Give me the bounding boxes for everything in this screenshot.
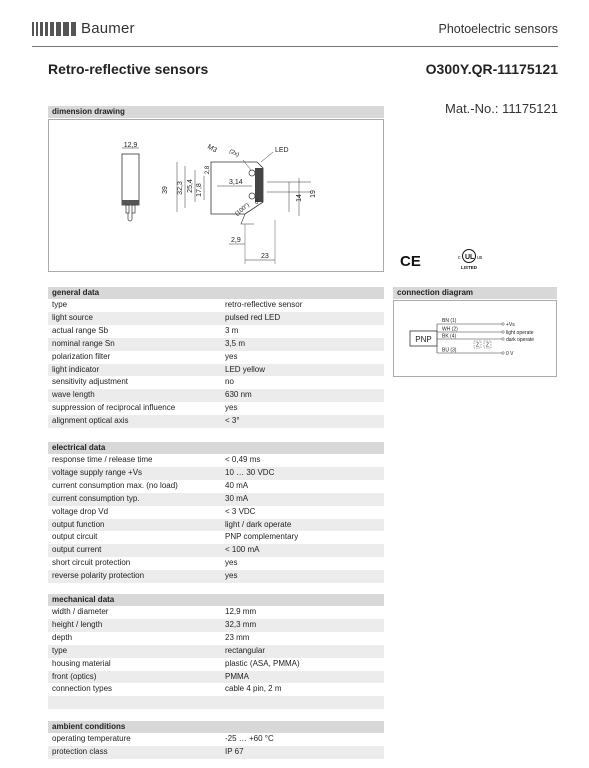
connection-diagram-svg bbox=[394, 301, 556, 376]
table-row: response time / release time < 0,49 ms bbox=[52, 455, 261, 464]
logo-bars-icon bbox=[32, 22, 76, 36]
front-view-body bbox=[122, 154, 139, 205]
table-row: voltage supply range +Vs 10 … 30 VDC bbox=[48, 467, 384, 480]
dimension-drawing bbox=[48, 119, 384, 272]
output-dark-operate: dark operate bbox=[506, 337, 535, 343]
front-view-base bbox=[122, 200, 139, 205]
output-light-operate: light operate bbox=[506, 330, 534, 336]
led-leader bbox=[261, 152, 273, 162]
mount-hole-bottom bbox=[249, 193, 255, 199]
width-dim-label: 12,9 bbox=[123, 142, 138, 149]
brand-logo bbox=[32, 20, 135, 37]
front-view-cable bbox=[128, 213, 132, 221]
thread-count-label: (2x) bbox=[228, 148, 241, 159]
table-row: reverse polarity protection yes bbox=[48, 570, 384, 583]
thread-label: M3 bbox=[206, 143, 218, 155]
table-row: alignment optical axis < 3° bbox=[48, 415, 384, 428]
table-row: housing material plastic (ASA, PMMA) bbox=[52, 658, 300, 668]
table-row: output function light / dark operate bbox=[48, 519, 384, 532]
general-data-table bbox=[48, 299, 384, 428]
side-dim-32-label: 32,3 bbox=[177, 181, 184, 195]
side-dim-3-14-label: 3,14 bbox=[229, 179, 243, 186]
brand-name: Baumer bbox=[81, 20, 135, 37]
table-row: wave length 630 nm bbox=[48, 389, 384, 402]
right-dim-19-label: 19 bbox=[310, 190, 317, 198]
table-row: depth 23 mm bbox=[52, 632, 250, 642]
angle-label: (100°) bbox=[234, 202, 251, 218]
table-row: actual range Sb 3 m bbox=[52, 325, 239, 335]
section-header-dimension-drawing: dimension drawing bbox=[48, 106, 384, 118]
section-header-electrical-data: electrical data bbox=[48, 442, 384, 454]
output-0v: 0 V bbox=[506, 351, 514, 357]
pnp-label: PNP bbox=[415, 335, 432, 344]
table-row: type retro-reflective sensor bbox=[52, 300, 303, 309]
table-row: suppression of reciprocal influence yes bbox=[52, 403, 238, 413]
front-view-foot-right bbox=[132, 205, 135, 213]
svg-text:LISTED: LISTED bbox=[460, 265, 478, 270]
title-row bbox=[48, 61, 558, 79]
table-row: sensitivity adjustment no bbox=[52, 377, 234, 387]
svg-text:Z: Z bbox=[485, 342, 490, 349]
table-row: type rectangular bbox=[48, 645, 384, 658]
table-row: short circuit protection yes bbox=[52, 558, 238, 568]
small-dim-label: 6 bbox=[255, 200, 259, 206]
section-header-mechanical-data: mechanical data bbox=[48, 594, 384, 606]
product-code: O300Y.QR-11175121 bbox=[425, 61, 558, 77]
material-number: Mat.-No.: 11175121 bbox=[445, 101, 558, 116]
table-row: nominal range Sn 3,5 m bbox=[48, 338, 384, 351]
table-row: light indicator LED yellow bbox=[48, 364, 384, 377]
mount-hole-top bbox=[249, 170, 255, 176]
table-row: current consumption max. (no load) 40 mA bbox=[52, 480, 249, 490]
table-row: light source pulsed red LED bbox=[48, 312, 384, 325]
front-view-foot-left bbox=[126, 205, 129, 213]
side-dim-2-8-label: 2,8 bbox=[205, 165, 211, 175]
page-header bbox=[0, 0, 589, 52]
table-row: output circuit PNP complementary bbox=[52, 532, 299, 542]
side-dim-39-label: 39 bbox=[162, 186, 169, 194]
section-header-general-data: general data bbox=[48, 287, 384, 299]
header-divider bbox=[32, 46, 558, 47]
table-row: connection types cable 4 pin, 2 m bbox=[52, 684, 282, 694]
table-row: width / diameter 12,9 mm bbox=[52, 607, 257, 616]
bottom-dim-2-9-label: 2,9 bbox=[231, 237, 241, 244]
section-header-connection-diagram: connection diagram bbox=[393, 287, 557, 299]
side-view-front-face bbox=[255, 168, 263, 202]
ul-listed-icon bbox=[455, 244, 495, 279]
table-row: height / length 32,3 mm bbox=[48, 619, 384, 632]
ce-mark-icon: CE bbox=[400, 253, 421, 270]
bottom-dim-23-label: 23 bbox=[261, 253, 269, 260]
wire-label-bu: BU (3) bbox=[442, 347, 457, 354]
table-row: polarization filter yes bbox=[52, 351, 238, 361]
mechanical-data-table bbox=[48, 606, 384, 709]
table-row: operating temperature -25 … +60 °C bbox=[52, 734, 274, 743]
table-row: voltage drop Vd < 3 VDC bbox=[52, 506, 256, 516]
side-dim-25-label: 25,4 bbox=[187, 179, 194, 193]
product-category: Photoelectric sensors bbox=[438, 22, 558, 36]
thread-leader bbox=[243, 160, 251, 170]
output-vs: +Vs bbox=[506, 322, 515, 328]
led-label: LED bbox=[275, 147, 289, 154]
connection-diagram bbox=[393, 300, 557, 377]
wire-label-wh: WH (2) bbox=[442, 326, 458, 333]
wire-label-bn: BN (1) bbox=[442, 318, 457, 324]
cable-outlet bbox=[241, 214, 254, 224]
svg-text:c: c bbox=[458, 255, 461, 261]
right-dim-14-label: 14 bbox=[296, 194, 303, 202]
side-dim-17-label: 17,8 bbox=[196, 183, 203, 197]
table-row: current consumption typ. 30 mA bbox=[48, 493, 384, 506]
svg-text:Z: Z bbox=[475, 342, 480, 349]
svg-text:us: us bbox=[477, 255, 483, 261]
section-header-ambient-conditions: ambient conditions bbox=[48, 721, 384, 733]
ambient-conditions-table bbox=[48, 733, 384, 759]
table-row: protection class IP 67 bbox=[48, 746, 384, 759]
wire-label-bk: BK (4) bbox=[442, 333, 457, 340]
table-row: output current < 100 mA bbox=[48, 544, 384, 557]
svg-text:UL: UL bbox=[465, 254, 475, 261]
table-row-empty bbox=[48, 696, 384, 709]
table-row: front (optics) PMMA bbox=[48, 671, 384, 684]
electrical-data-table bbox=[48, 454, 384, 583]
dimension-drawing-svg bbox=[49, 120, 383, 271]
product-name: Retro-reflective sensors bbox=[48, 61, 209, 77]
